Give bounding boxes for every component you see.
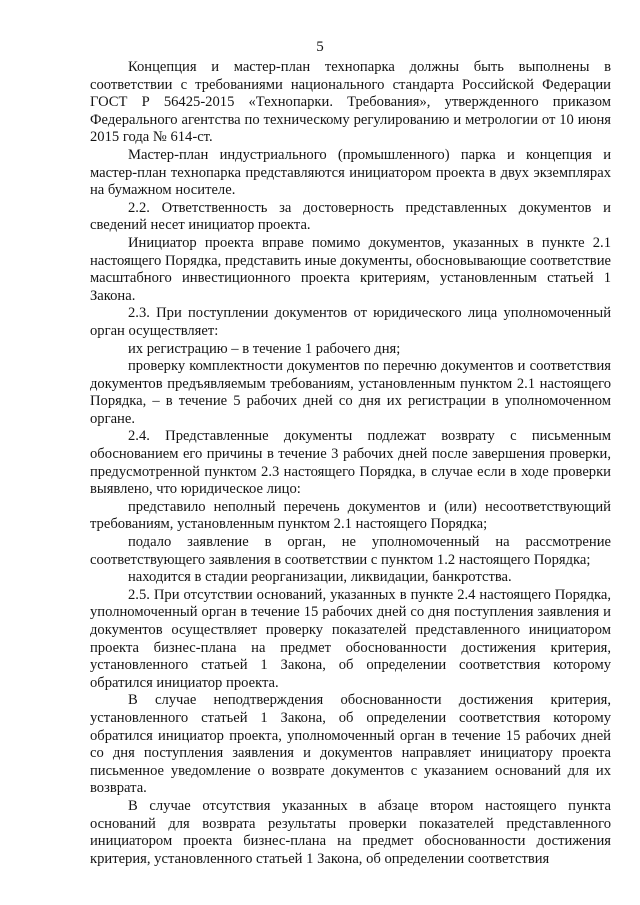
paragraph: находится в стадии реорганизации, ликвидации, банкротства. xyxy=(128,569,512,586)
paragraph: Мастер-план индустриального (промышленного) парка и концепция и мастер-план технопарка представляются инициатором проекта в двух экземплярах на бумажном носителе. xyxy=(90,146,611,199)
paragraph: их регистрацию – в течение 1 рабочего дня; xyxy=(128,340,401,357)
paragraph: проверку комплектности документов по перечню документов и соответствия документов предъявляемым требованиям, установленным пунктом 2.1 настоящего Порядка, – в течение 5 рабочих дней со дня их регистрации в уполномоченном органе. xyxy=(90,358,611,427)
paragraph: подало заявление в орган, не уполномоченный на рассмотрение соответствующего заявления в соответствии с пунктом 1.2 настоящего Порядка; xyxy=(90,534,611,568)
paragraph: Инициатор проекта вправе помимо документов, указанных в пункте 2.1 настоящего Порядка, представить иные документы, обосновывающие соответствие масштабного инвестиционного проекта критериям, установленным статьей 1 Закона. xyxy=(90,234,611,304)
paragraph: В случае отсутствия указанных в абзаце втором настоящего пункта оснований для возврата результаты проверки показателей представленного инициатором проекта бизнес-плана на предмет обоснованности достижения критерия, установленного статьей 1 Закона, об определении соответствия xyxy=(90,797,611,867)
paragraph: 2.5. При отсутствии оснований, указанных в пункте 2.4 настоящего Порядка, уполномоченный орган в течение 15 рабочих дней со дня поступления заявления и документов осуществляет проверку показателей представленного инициатором проекта бизнес-плана на предмет обоснованности достижения критерия, установленного статьей 1 Закона, об определении соответствия которому обратился инициатор проекта. xyxy=(90,586,611,691)
paragraph: 2.4. Представленные документы подлежат возврату с письменным обоснованием его причины в течение 3 рабочих дней после завершения проверки, предусмотренной пунктом 2.3 настоящего Порядка, в случае если в ходе проверки выявлено, что юридическое лицо: xyxy=(90,428,611,498)
paragraph: 2.2. Ответственность за достоверность представленных документов и сведений несет инициатор проекта. xyxy=(90,199,611,234)
page-number: 5 xyxy=(316,39,324,55)
paragraph: 2.3. При поступлении документов от юридического лица уполномоченный орган осуществляет: xyxy=(90,305,611,339)
paragraph: В случае неподтверждения обоснованности достижения критерия, установленного статьей 1 Закона, об определении соответствия которому обратился инициатор проекта, уполномоченный орган в течение 15 рабочих дней со дня поступления заявления и документов направляет инициатору проекта письменное уведомление о возврате документов с указанием оснований для их возврата. xyxy=(90,692,611,797)
paragraph: Концепция и мастер-план технопарка должны быть выполнены в соответствии с требованиями национального стандарта Российской Федерации ГОСТ Р 56425-2015 «Технопарки. Требования», утвержденного приказом Федерального агентства по техническому регулированию и метрологии от 10 июня 2015 года № 614-ст. xyxy=(90,59,611,146)
document-body xyxy=(90,59,611,868)
paragraph: представило неполный перечень документов и (или) несоответствующий требованиям, установленным пунктом 2.1 настоящего Порядка; xyxy=(90,498,611,533)
